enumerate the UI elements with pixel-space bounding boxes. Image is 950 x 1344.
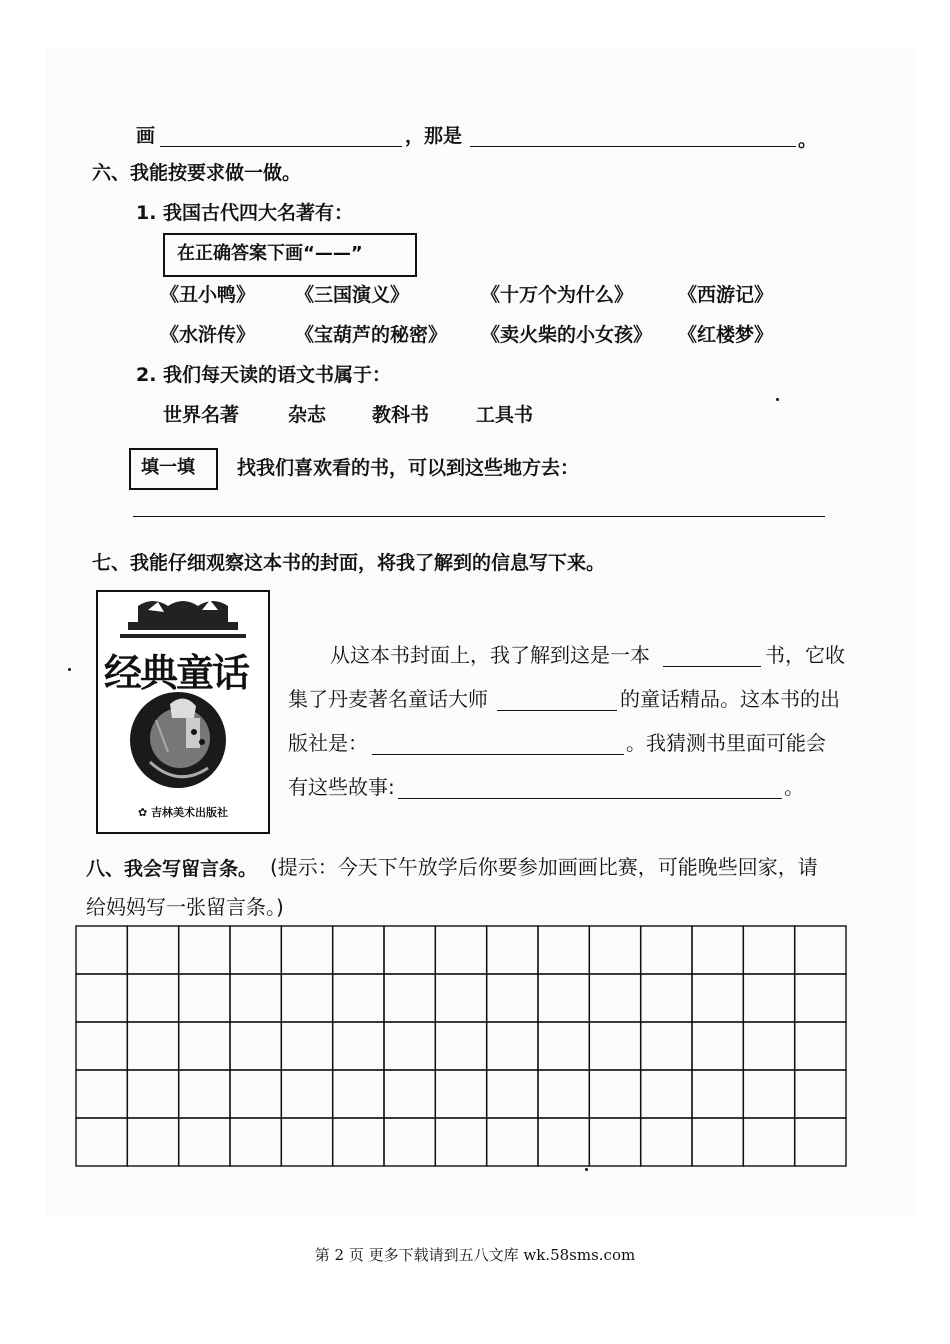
grid-cell[interactable] [333,1118,384,1166]
grid-cell[interactable] [281,1118,332,1166]
grid-cell[interactable] [641,1070,692,1118]
grid-cell[interactable] [435,1118,486,1166]
grid-cell[interactable] [435,1022,486,1070]
author-blank[interactable] [497,710,617,711]
grid-cell[interactable] [589,1118,640,1166]
grid-cell[interactable] [589,926,640,974]
grid-cell[interactable] [795,1118,846,1166]
grid-cell[interactable] [435,974,486,1022]
grid-cell[interactable] [641,1118,692,1166]
sec7-text: 有这些故事: [288,775,395,799]
grid-cell[interactable] [127,1022,178,1070]
speck-mark [68,668,71,671]
grid-cell[interactable] [743,1118,794,1166]
sec8-title: 八、我会写留言条。 [86,858,258,880]
cover-title: 经典童话 [104,651,249,695]
grid-cell[interactable] [795,1070,846,1118]
cover-publisher: ✿ 吉林美术出版社 [138,806,229,819]
sec5-blank-1[interactable] [160,146,402,147]
sec6-title: 六、我能按要求做一做。 [92,162,302,184]
sec7-text: 的童话精品。这本书的出 [620,687,840,711]
grid-cell[interactable] [333,1022,384,1070]
publisher-blank[interactable] [372,754,624,755]
book-option[interactable]: 《水浒传》 [160,324,256,346]
grid-cell[interactable] [281,974,332,1022]
grid-cell[interactable] [692,974,743,1022]
type-option[interactable]: 工具书 [476,404,534,426]
fill-label: 填一填 [141,457,195,478]
sec7-text: 。我猜测书里面可能会 [626,731,826,755]
grid-cell[interactable] [333,926,384,974]
book-option[interactable]: 《宝葫芦的秘密》 [295,324,448,346]
speck-mark [776,398,779,401]
fill-answer-line[interactable] [133,516,825,517]
grid-cell[interactable] [692,926,743,974]
grid-cell[interactable] [795,926,846,974]
sec6-q2: 2. 我们每天读的语文书属于： [136,364,392,386]
grid-cell[interactable] [281,1070,332,1118]
grid-cell[interactable] [538,1070,589,1118]
grid-cell[interactable] [179,1070,230,1118]
grid-cell[interactable] [538,974,589,1022]
instruction-text: 在正确答案下画“——” [177,243,363,264]
sec5-end: 。 [798,129,818,151]
book-option[interactable]: 《红楼梦》 [678,324,774,346]
grid-cell[interactable] [641,974,692,1022]
grid-cell[interactable] [384,1118,435,1166]
grid-cell[interactable] [384,926,435,974]
grid-cell[interactable] [743,1070,794,1118]
grid-cell[interactable] [76,1070,127,1118]
speck-mark [585,1168,588,1171]
book-option[interactable]: 《丑小鸭》 [160,284,256,306]
grid-cell[interactable] [487,1022,538,1070]
grid-cell[interactable] [589,1070,640,1118]
book-option[interactable]: 《卖火柴的小女孩》 [481,324,653,346]
grid-cell[interactable] [127,926,178,974]
grid-cell[interactable] [179,1118,230,1166]
sec5-blank-2[interactable] [470,146,796,147]
sec8-hint: 给妈妈写一张留言条。) [86,895,284,919]
grid-cell[interactable] [743,974,794,1022]
book-type-blank[interactable] [663,666,761,667]
grid-cell[interactable] [487,1070,538,1118]
type-option[interactable]: 杂志 [288,404,327,426]
sec7-text: 书，它收 [765,643,845,667]
grid-cell[interactable] [230,926,281,974]
grid-cell[interactable] [641,1022,692,1070]
stories-blank[interactable] [398,798,782,799]
grid-cell[interactable] [384,1070,435,1118]
grid-cell[interactable] [538,1118,589,1166]
grid-cell[interactable] [435,926,486,974]
type-option[interactable]: 教科书 [372,404,430,426]
grid-cell[interactable] [487,1118,538,1166]
book-option[interactable]: 《十万个为什么》 [481,284,634,306]
sec7-text: 版社是： [288,731,368,755]
book-cover-image [96,590,270,834]
grid-cell[interactable] [76,926,127,974]
grid-cell[interactable] [76,974,127,1022]
grid-cell[interactable] [384,1022,435,1070]
page-footer: 第 2 页 更多下载请到五八文库 wk.58sms.com [314,1246,636,1264]
grid-cell[interactable] [230,1118,281,1166]
sec7-text: 从这本书封面上，我了解到这是一本 [330,643,650,667]
sec5-prefix: 画 [136,125,156,147]
grid-cell[interactable] [743,1022,794,1070]
grid-cell[interactable] [589,1022,640,1070]
grid-cell[interactable] [487,974,538,1022]
grid-cell[interactable] [641,926,692,974]
grid-cell[interactable] [435,1070,486,1118]
book-option[interactable]: 《三国演义》 [295,284,410,306]
grid-cell[interactable] [179,974,230,1022]
grid-cell[interactable] [281,1022,332,1070]
grid-cell[interactable] [692,1070,743,1118]
grid-cell[interactable] [795,1022,846,1070]
grid-cell[interactable] [538,926,589,974]
grid-cell[interactable] [487,926,538,974]
grid-cell[interactable] [538,1022,589,1070]
sec7-text: 。 [784,775,804,799]
grid-cell[interactable] [743,926,794,974]
grid-cell[interactable] [692,1022,743,1070]
grid-cell[interactable] [333,974,384,1022]
grid-cell[interactable] [384,974,435,1022]
sec8-hint: (提示：今天下午放学后你要参加画画比赛，可能晚些回家，请 [270,855,818,879]
grid-cell[interactable] [127,974,178,1022]
grid-cell[interactable] [179,1022,230,1070]
grid-cell[interactable] [589,974,640,1022]
sec6-q1: 1. 我国古代四大名著有： [136,202,354,224]
grid-cell[interactable] [127,1118,178,1166]
grid-cell[interactable] [76,1022,127,1070]
type-option[interactable]: 世界名著 [163,404,240,426]
grid-cell[interactable] [795,974,846,1022]
book-option[interactable]: 《西游记》 [678,284,774,306]
fill-prompt: 找我们喜欢看的书，可以到这些地方去： [237,457,580,479]
grid-cell[interactable] [333,1070,384,1118]
grid-cell[interactable] [230,1070,281,1118]
sec7-text: 集了丹麦著名童话大师 [288,687,488,711]
grid-cell[interactable] [179,926,230,974]
grid-cell[interactable] [281,926,332,974]
writing-grid[interactable] [75,925,847,1167]
grid-cell[interactable] [127,1070,178,1118]
book-cover-art [98,592,268,832]
sec7-title: 七、我能仔细观察这本书的封面，将我了解到的信息写下来。 [92,552,606,574]
grid-cell[interactable] [230,1022,281,1070]
grid-cell[interactable] [230,974,281,1022]
grid-cell[interactable] [692,1118,743,1166]
grid-cell[interactable] [76,1118,127,1166]
sec5-comma: ，那是 [405,125,463,147]
